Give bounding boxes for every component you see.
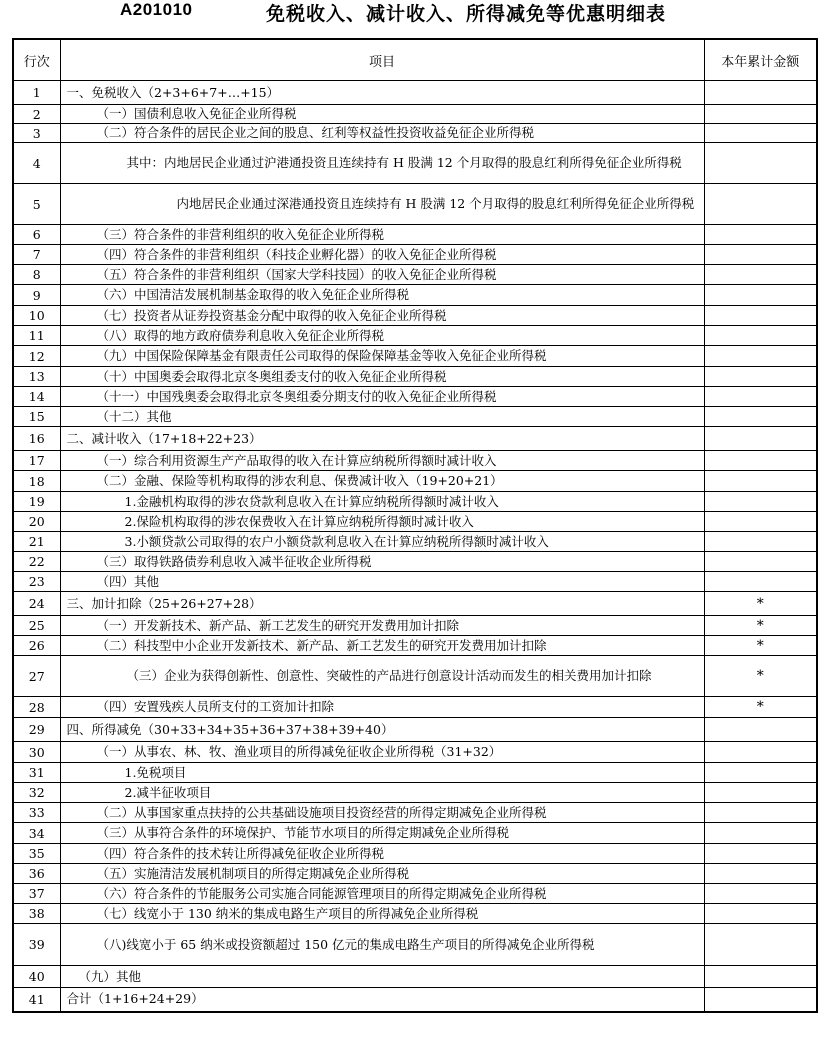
row-amount-cell[interactable] (704, 572, 817, 592)
form-code: A201010 (120, 0, 193, 19)
row-amount-cell[interactable] (704, 265, 817, 285)
table-row (13, 763, 817, 783)
row-number: 2 (13, 105, 60, 124)
row-number: 24 (13, 592, 60, 616)
row-amount-cell[interactable] (704, 742, 817, 763)
table-row (13, 532, 817, 552)
row-amount-cell[interactable] (704, 512, 817, 532)
table-row (13, 697, 817, 718)
row-item-label: （二）从事国家重点扶持的公共基础设施项目投资经营的所得定期减免企业所得税 (60, 803, 704, 823)
table-row (13, 105, 817, 124)
row-number: 20 (13, 512, 60, 532)
table-row (13, 306, 817, 326)
row-number: 22 (13, 552, 60, 572)
table-row (13, 451, 817, 471)
row-item-label: （六）中国清洁发展机制基金取得的收入免征企业所得税 (60, 285, 704, 306)
row-item-label: （二）符合条件的居民企业之间的股息、红利等权益性投资收益免征企业所得税 (60, 124, 704, 143)
table-row (13, 367, 817, 387)
row-amount-cell[interactable] (704, 124, 817, 143)
row-number: 29 (13, 718, 60, 742)
table-row (13, 326, 817, 346)
row-amount-cell[interactable] (704, 367, 817, 387)
table-row (13, 225, 817, 245)
row-number: 5 (13, 184, 60, 225)
table-header-row (13, 39, 817, 81)
row-amount-cell[interactable] (704, 387, 817, 407)
row-number: 15 (13, 407, 60, 427)
row-item-label: （七）投资者从证券投资基金分配中取得的收入免征企业所得税 (60, 306, 704, 326)
row-item-label: 2.保险机构取得的涉农保费收入在计算应纳税所得额时减计收入 (60, 512, 704, 532)
row-number: 1 (13, 81, 60, 105)
row-number: 28 (13, 697, 60, 718)
row-amount-cell[interactable] (704, 532, 817, 552)
row-number: 19 (13, 492, 60, 512)
column-header-seq: 行次 (13, 39, 60, 81)
row-amount-cell[interactable] (704, 904, 817, 924)
row-number: 38 (13, 904, 60, 924)
row-amount-cell[interactable] (704, 763, 817, 783)
row-number: 12 (13, 346, 60, 367)
row-amount-cell[interactable] (704, 844, 817, 864)
row-number: 7 (13, 245, 60, 265)
row-item-label: （六）符合条件的节能服务公司实施合同能源管理项目的所得定期减免企业所得税 (60, 884, 704, 904)
row-item-label: （三）取得铁路债券利息收入减半征收企业所得税 (60, 552, 704, 572)
row-amount-cell[interactable] (704, 864, 817, 884)
row-amount-cell[interactable] (704, 552, 817, 572)
row-amount-cell[interactable] (704, 285, 817, 306)
row-amount-cell[interactable] (704, 924, 817, 966)
row-number: 17 (13, 451, 60, 471)
row-number: 16 (13, 427, 60, 451)
row-item-label: （三）企业为获得创新性、创意性、突破性的产品进行创意设计活动而发生的相关费用加计扣除 (60, 656, 704, 697)
column-header-amount: 本年累计金额 (704, 39, 817, 81)
row-item-label: （八)线宽小于 65 纳米或投资额超过 150 亿元的集成电路生产项目的所得减免企业所得税 (60, 924, 704, 966)
table-row (13, 592, 817, 616)
row-item-label: （四）符合条件的技术转让所得减免征收企业所得税 (60, 844, 704, 864)
row-number: 32 (13, 783, 60, 803)
table-row (13, 346, 817, 367)
table-row (13, 823, 817, 844)
row-item-label: （八）取得的地方政府债券利息收入免征企业所得税 (60, 326, 704, 346)
row-amount-cell[interactable] (704, 783, 817, 803)
row-item-label: 一、免税收入（2+3+6+7+…+15） (60, 81, 704, 105)
table-row (13, 636, 817, 656)
table-row (13, 387, 817, 407)
table-row (13, 904, 817, 924)
table-row (13, 552, 817, 572)
row-item-label: （一）综合利用资源生产产品取得的收入在计算应纳税所得额时减计收入 (60, 451, 704, 471)
row-item-label: 三、加计扣除（25+26+27+28） (60, 592, 704, 616)
row-number: 13 (13, 367, 60, 387)
row-number: 4 (13, 143, 60, 184)
row-number: 9 (13, 285, 60, 306)
row-amount-cell[interactable] (704, 346, 817, 367)
row-item-label: （二）科技型中小企业开发新技术、新产品、新工艺发生的研究开发费用加计扣除 (60, 636, 704, 656)
row-amount-cell[interactable]: * (704, 616, 817, 636)
row-amount-cell[interactable] (704, 966, 817, 988)
row-number: 37 (13, 884, 60, 904)
detail-table (12, 38, 818, 1013)
row-number: 14 (13, 387, 60, 407)
row-item-label: （四）符合条件的非营利组织（科技企业孵化器）的收入免征企业所得税 (60, 245, 704, 265)
row-item-label: （一）开发新技术、新产品、新工艺发生的研究开发费用加计扣除 (60, 616, 704, 636)
row-item-label: 1.免税项目 (60, 763, 704, 783)
row-amount-cell[interactable]: * (704, 592, 817, 616)
row-amount-cell[interactable]: * (704, 636, 817, 656)
row-number: 31 (13, 763, 60, 783)
row-number: 30 (13, 742, 60, 763)
row-number: 6 (13, 225, 60, 245)
row-item-label: （二）金融、保险等机构取得的涉农利息、保费减计收入（19+20+21） (60, 471, 704, 492)
table-row (13, 616, 817, 636)
row-number: 35 (13, 844, 60, 864)
row-amount-cell[interactable] (704, 245, 817, 265)
row-amount-cell[interactable] (704, 81, 817, 105)
row-number: 25 (13, 616, 60, 636)
column-header-item: 项目 (60, 39, 704, 81)
row-number: 23 (13, 572, 60, 592)
table-row (13, 988, 817, 1012)
row-item-label: 2.减半征收项目 (60, 783, 704, 803)
row-item-label: （三）符合条件的非营利组织的收入免征企业所得税 (60, 225, 704, 245)
form-header (0, 0, 833, 30)
row-number: 10 (13, 306, 60, 326)
table-row (13, 81, 817, 105)
row-item-label: （一）国债利息收入免征企业所得税 (60, 105, 704, 124)
row-item-label: （十二）其他 (60, 407, 704, 427)
row-amount-cell[interactable] (704, 492, 817, 512)
row-number: 34 (13, 823, 60, 844)
table-row (13, 966, 817, 988)
table-row (13, 245, 817, 265)
table-row (13, 572, 817, 592)
table-row (13, 124, 817, 143)
row-number: 8 (13, 265, 60, 285)
row-amount-cell[interactable]: * (704, 656, 817, 697)
table-row (13, 143, 817, 184)
row-item-label: 3.小额贷款公司取得的农户小额贷款利息收入在计算应纳税所得额时减计收入 (60, 532, 704, 552)
row-amount-cell[interactable] (704, 105, 817, 124)
table-row (13, 512, 817, 532)
row-number: 41 (13, 988, 60, 1012)
table-row (13, 844, 817, 864)
row-number: 40 (13, 966, 60, 988)
table-row (13, 656, 817, 697)
row-number: 36 (13, 864, 60, 884)
table-row (13, 864, 817, 884)
row-item-label: （九）中国保险保障基金有限责任公司取得的保险保障基金等收入免征企业所得税 (60, 346, 704, 367)
row-amount-cell[interactable] (704, 803, 817, 823)
row-number: 39 (13, 924, 60, 966)
row-amount-cell[interactable] (704, 184, 817, 225)
row-item-label: 四、所得减免（30+33+34+35+36+37+38+39+40） (60, 718, 704, 742)
row-amount-cell[interactable] (704, 884, 817, 904)
table-row (13, 783, 817, 803)
table-row (13, 718, 817, 742)
row-item-label: 1.金融机构取得的涉农贷款利息收入在计算应纳税所得额时减计收入 (60, 492, 704, 512)
row-item-label: （一）从事农、林、牧、渔业项目的所得减免征收企业所得税（31+32） (60, 742, 704, 763)
row-item-label: （四）安置残疾人员所支付的工资加计扣除 (60, 697, 704, 718)
row-number: 3 (13, 124, 60, 143)
row-item-label: （十）中国奥委会取得北京冬奥组委支付的收入免征企业所得税 (60, 367, 704, 387)
row-item-label: （九）其他 (60, 966, 704, 988)
row-item-label: （四）其他 (60, 572, 704, 592)
row-item-label: 合计（1+16+24+29） (60, 988, 704, 1012)
row-amount-cell[interactable] (704, 718, 817, 742)
table-row (13, 492, 817, 512)
row-item-label: （三）从事符合条件的环境保护、节能节水项目的所得定期减免企业所得税 (60, 823, 704, 844)
row-amount-cell[interactable] (704, 143, 817, 184)
row-amount-cell[interactable] (704, 823, 817, 844)
table-row (13, 742, 817, 763)
row-amount-cell[interactable]: * (704, 697, 817, 718)
row-item-label: 内地居民企业通过深港通投资且连续持有 H 股满 12 个月取得的股息红利所得免征企业所得税 (60, 184, 704, 225)
row-amount-cell[interactable] (704, 451, 817, 471)
table-row (13, 184, 817, 225)
row-number: 33 (13, 803, 60, 823)
table-row (13, 407, 817, 427)
row-amount-cell[interactable] (704, 326, 817, 346)
table-row (13, 427, 817, 451)
row-amount-cell[interactable] (704, 407, 817, 427)
row-amount-cell[interactable] (704, 427, 817, 451)
row-item-label: （五）实施清洁发展机制项目的所得定期减免企业所得税 (60, 864, 704, 884)
table-row (13, 803, 817, 823)
table-row (13, 924, 817, 966)
row-amount-cell[interactable] (704, 471, 817, 492)
row-item-label: （五）符合条件的非营利组织（国家大学科技园）的收入免征企业所得税 (60, 265, 704, 285)
row-number: 21 (13, 532, 60, 552)
row-amount-cell[interactable] (704, 306, 817, 326)
row-item-label: （七）线宽小于 130 纳米的集成电路生产项目的所得减免企业所得税 (60, 904, 704, 924)
row-item-label: （十一）中国残奥委会取得北京冬奥组委分期支付的收入免征企业所得税 (60, 387, 704, 407)
row-item-label: 二、减计收入（17+18+22+23） (60, 427, 704, 451)
table-row (13, 471, 817, 492)
table-row (13, 265, 817, 285)
row-amount-cell[interactable] (704, 225, 817, 245)
form-title: 免税收入、减计收入、所得减免等优惠明细表 (266, 3, 667, 25)
row-number: 11 (13, 326, 60, 346)
row-number: 18 (13, 471, 60, 492)
table-row (13, 285, 817, 306)
table-row (13, 884, 817, 904)
row-number: 27 (13, 656, 60, 697)
row-amount-cell[interactable] (704, 988, 817, 1012)
row-number: 26 (13, 636, 60, 656)
row-item-label: 其中：内地居民企业通过沪港通投资且连续持有 H 股满 12 个月取得的股息红利所得免征企业所得税 (60, 143, 704, 184)
